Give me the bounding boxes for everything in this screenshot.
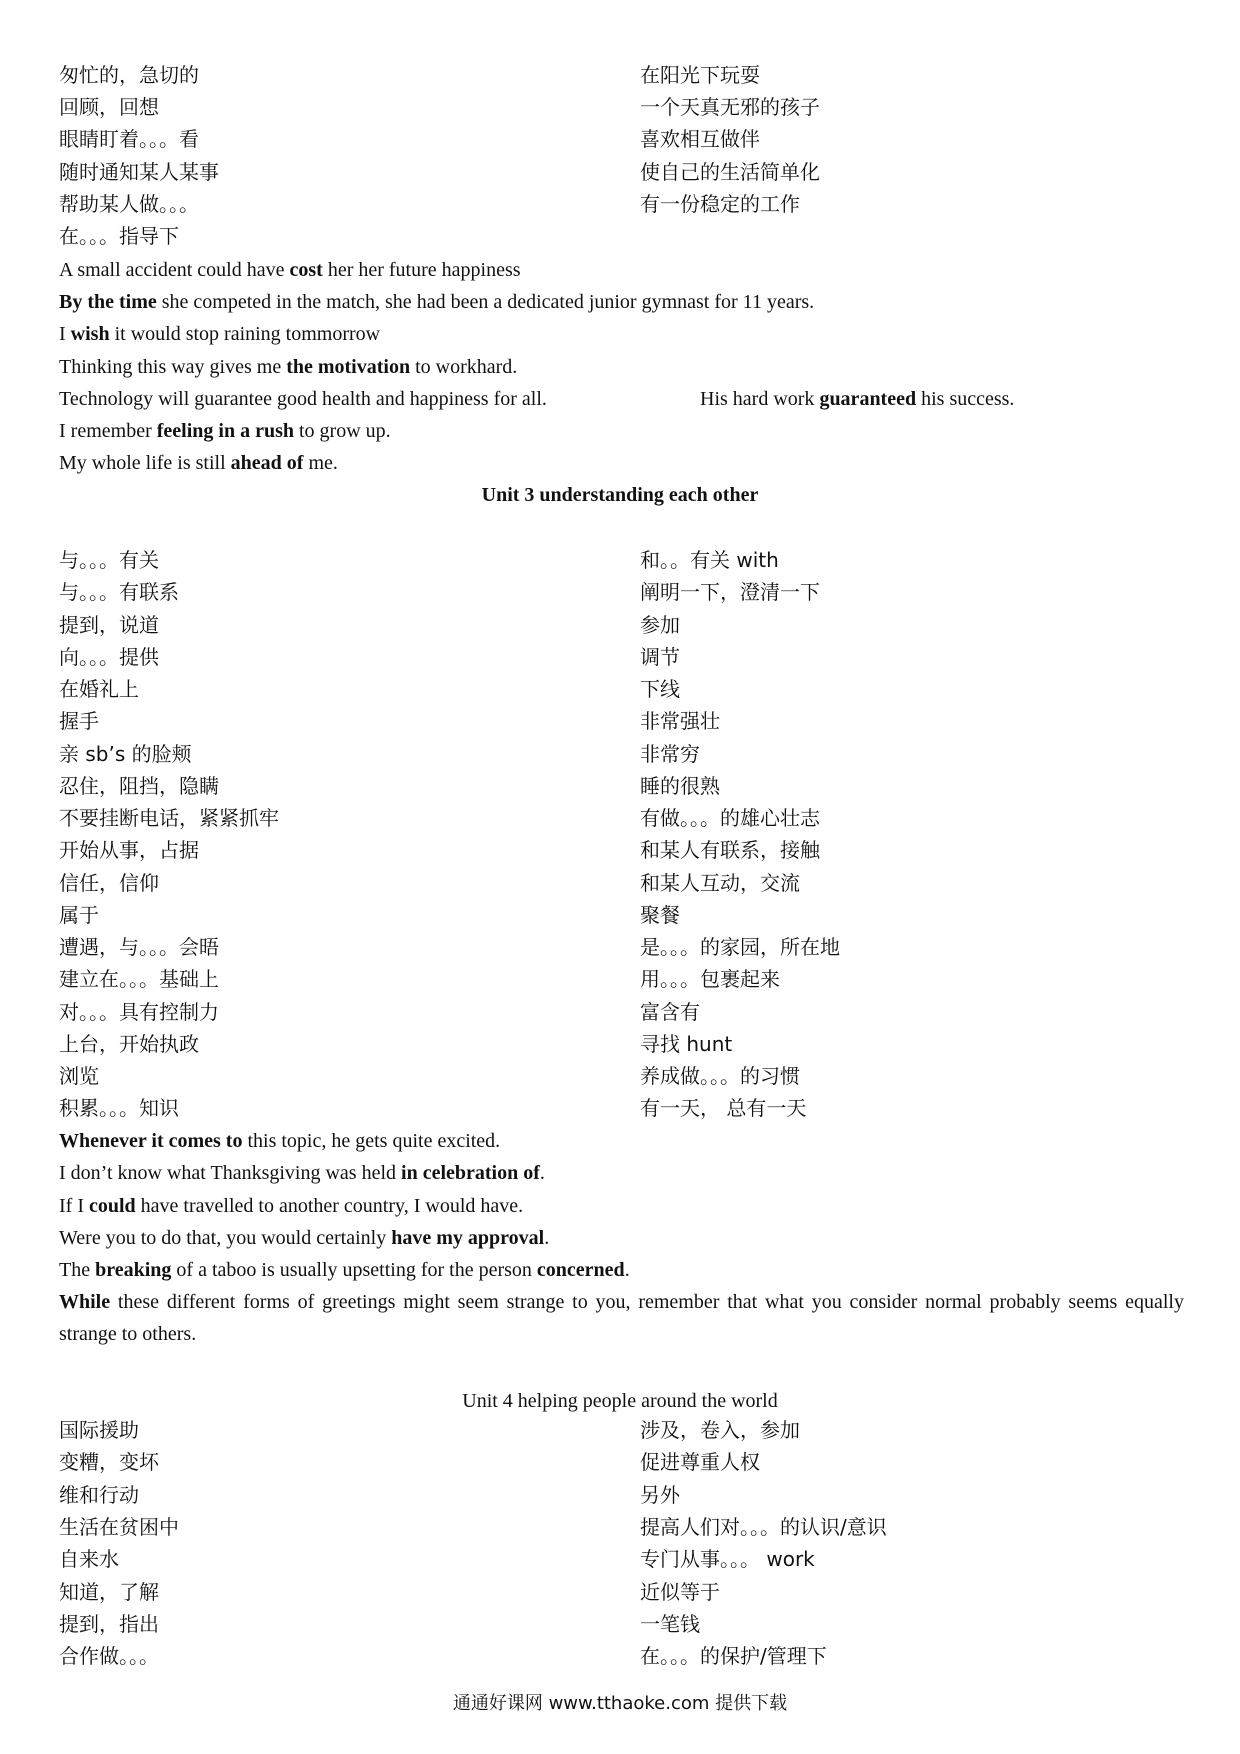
vocab-item: 向。。。提供 <box>59 644 159 669</box>
vocab-item: 不要挂断电话，紧紧抓牢 <box>59 806 279 830</box>
page-footer: 通通好课网 www.tthaoke.com 提供下载 <box>452 1693 788 1714</box>
vocab-item: 调节 <box>640 644 680 669</box>
vocab-item: 在婚礼上 <box>59 677 139 701</box>
vocab-item: 提到，指出 <box>59 1611 159 1636</box>
vocab-item: 提到，说道 <box>59 612 159 637</box>
sentence-rush: I remember feeling in a rush to grow up. <box>59 420 391 442</box>
vocab-item: 属于 <box>59 902 99 927</box>
vocab-item: 近似等于 <box>640 1579 720 1604</box>
vocab-item: 变糟，变坏 <box>59 1450 159 1475</box>
vocab-item: 养成做。。。的习惯 <box>640 1064 800 1088</box>
sentence-ahead-of: My whole life is still ahead of me. <box>59 452 338 474</box>
vocab-item: 在。。。指导下 <box>59 224 179 248</box>
vocab-item: 回顾，回想 <box>59 95 159 120</box>
vocab-item: 用。。。包裹起来 <box>640 967 780 992</box>
vocab-item: 寻找 hunt <box>640 1031 733 1056</box>
vocab-item: 喜欢相互做伴 <box>640 127 760 152</box>
vocab-item: 随时通知某人某事 <box>59 159 219 184</box>
vocab-item: 一笔钱 <box>640 1611 700 1636</box>
vocab-item: 睡的很熟 <box>640 773 720 798</box>
vocab-item: 信任，信仰 <box>59 870 159 895</box>
unit4-title: Unit 4 helping people around the world <box>462 1390 778 1412</box>
vocab-item: 帮助某人做。。。 <box>59 191 199 216</box>
vocab-item: 和。。有关 with <box>640 548 779 572</box>
vocab-item: 合作做。。。 <box>59 1644 159 1669</box>
vocab-item: 在阳光下玩耍 <box>640 63 760 87</box>
vocab-item: 知道，了解 <box>59 1579 159 1604</box>
unit3-sentence-approval: Were you to do that, you would certainly have my approval. <box>59 1227 550 1249</box>
vocab-item: 亲 sb’s 的脸颊 <box>59 741 192 766</box>
vocab-item: 是。。。的家园，所在地 <box>640 935 840 959</box>
sentence-guaranteed: His hard work guaranteed his success. <box>700 388 1015 410</box>
vocab-item: 匆忙的，急切的 <box>59 63 199 87</box>
vocab-item: 握手 <box>59 709 99 734</box>
vocab-item: 聚餐 <box>640 902 680 927</box>
vocab-item: 眼睛盯着。。。看 <box>59 127 199 152</box>
unit3-title: Unit 3 understanding each other <box>481 484 759 506</box>
vocab-item: 与。。。有联系 <box>59 580 179 605</box>
vocab-item: 自来水 <box>59 1547 119 1572</box>
vocab-item: 阐明一下，澄清一下 <box>640 580 820 605</box>
vocab-item: 和某人有联系，接触 <box>640 838 820 863</box>
vocab-item: 遭遇，与。。。会晤 <box>59 935 219 959</box>
vocab-item: 专门从事。。。 work <box>640 1547 815 1572</box>
vocab-item: 富含有 <box>640 999 700 1024</box>
sentence-motivation: Thinking this way gives me the motivation to workhard. <box>59 356 518 378</box>
vocab-item: 有一天， 总有一天 <box>640 1096 807 1121</box>
sentence-guarantee: Technology will guarantee good health and happiness for all. <box>59 388 547 410</box>
unit3-sentence-taboo: The breaking of a taboo is usually upsetting for the person concerned. <box>59 1259 630 1281</box>
sentence-wish: I wish it would stop raining tommorrow <box>59 323 381 345</box>
vocab-item: 对。。。具有控制力 <box>59 999 219 1024</box>
vocab-item: 浏览 <box>59 1064 99 1088</box>
vocab-item: 促进尊重人权 <box>640 1450 760 1475</box>
vocab-item: 上台，开始执政 <box>59 1031 199 1056</box>
vocab-item: 建立在。。。基础上 <box>59 967 219 992</box>
vocab-item: 提高人们对。。。的认识/意识 <box>640 1514 887 1539</box>
vocab-item: 与。。。有关 <box>59 548 159 572</box>
vocab-item: 和某人互动，交流 <box>640 870 800 895</box>
unit3-sentence-celebration: I don’t know what Thanksgiving was held in celebration of. <box>59 1162 545 1184</box>
vocab-item: 下线 <box>640 677 680 701</box>
vocab-item: 维和行动 <box>59 1482 139 1507</box>
vocab-item: 在。。。的保护/管理下 <box>640 1644 827 1669</box>
unit3-sentence-while: While these different forms of greetings might seem strange to you, remember that what you consider normal probably seems equally strange to others. <box>59 1291 1184 1345</box>
sentence-cost: A small accident could have cost her her future happiness <box>59 259 521 281</box>
vocab-item: 有做。。。的雄心壮志 <box>640 806 820 830</box>
vocab-item: 非常穷 <box>640 741 700 766</box>
vocab-item: 使自己的生活简单化 <box>640 159 820 184</box>
vocab-item: 生活在贫困中 <box>59 1514 179 1539</box>
vocab-item: 忍住，阻挡，隐瞒 <box>59 773 219 798</box>
vocab-item: 国际援助 <box>59 1418 139 1442</box>
vocab-item: 一个天真无邪的孩子 <box>640 95 820 120</box>
sentence-by-the-time: By the time she competed in the match, she had been a dedicated junior gymnast for 11 years. <box>59 291 815 313</box>
vocab-item: 另外 <box>640 1482 680 1507</box>
vocab-item: 参加 <box>640 612 680 637</box>
unit3-sentence-whenever: Whenever it comes to this topic, he gets quite excited. <box>59 1130 501 1152</box>
vocab-item: 积累。。。知识 <box>59 1096 179 1121</box>
unit3-sentence-could: If I could have travelled to another country, I would have. <box>59 1195 524 1217</box>
vocab-item: 有一份稳定的工作 <box>640 191 800 216</box>
vocab-item: 开始从事，占据 <box>59 838 199 863</box>
vocab-item: 非常强壮 <box>640 709 720 734</box>
vocab-item: 涉及，卷入，参加 <box>640 1418 800 1442</box>
